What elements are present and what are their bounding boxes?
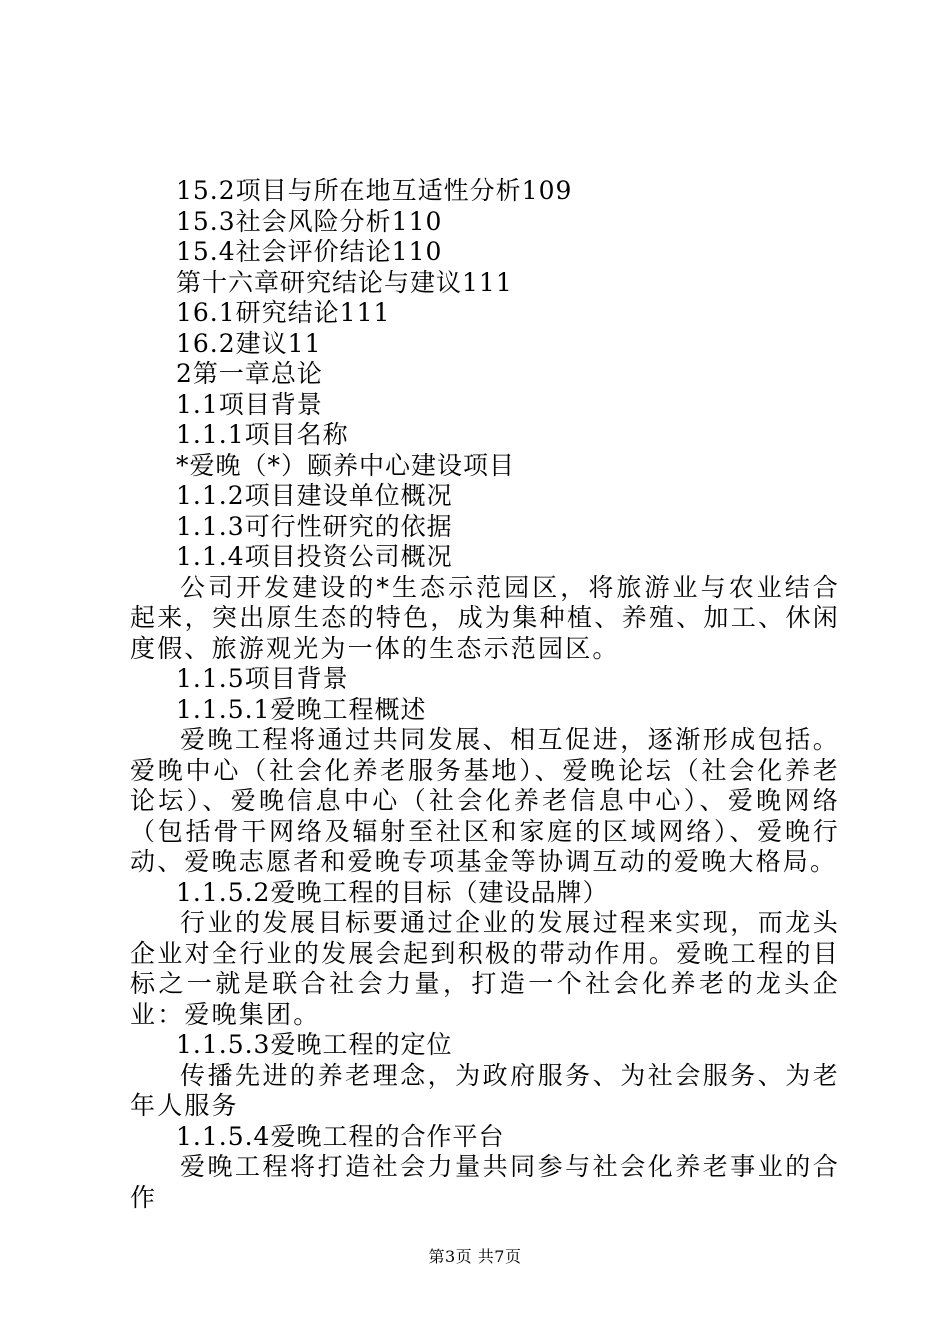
- page-number-footer: 第3页 共7页: [428, 1247, 522, 1266]
- toc-entry-15-3: 15.3社会风险分析110: [176, 206, 443, 236]
- section-1-1-5-heading: 1.1.5项目背景: [176, 664, 349, 693]
- section-1-1-3-heading: 1.1.3可行性研究的依据: [176, 511, 453, 541]
- section-1-1-5-1-heading: 1.1.5.1爱晚工程概述: [176, 694, 427, 724]
- section-1-1-heading: 1.1项目背景: [176, 389, 323, 419]
- toc-entry-16-1: 16.1研究结论111: [176, 298, 391, 327]
- toc-entry-15-4: 15.4社会评价结论110: [176, 237, 443, 266]
- section-1-1-2-heading: 1.1.2项目建设单位概况: [176, 481, 453, 510]
- project-name: *爱晚（*）颐养中心建设项目: [176, 450, 516, 480]
- project-overview-paragraph: 爱晚工程将通过共同发展、相互促进，逐渐形成包括。爱晚中心（社会化养老服务基地）、爱晚论坛（社会化养老论坛）、爱晚信息中心（社会化养老信息中心）、爱晚网络（包括骨干网络及辐射至社区和家庭的区域网络）、爱晚行动、爱晚志愿者和爱晚专项基金等协调互动的爱晚大格局。: [130, 725, 840, 876]
- company-overview-paragraph: 公司开发建设的*生态示范园区，将旅游业与农业结合起来，突出原生态的特色，成为集种植、养殖、加工、休闲度假、旅游观光为一体的生态示范园区。: [130, 572, 840, 663]
- document-body: [130, 176, 840, 1213]
- toc-entry-chapter-16: 第十六章研究结论与建议111: [176, 267, 513, 297]
- project-goal-paragraph: 行业的发展目标要通过企业的发展过程来实现，而龙头企业对全行业的发展会起到积极的带动作用。爱晚工程的目标之一就是联合社会力量，打造一个社会化养老的龙头企业：爱晚集团。: [130, 908, 840, 1029]
- section-1-1-5-3-heading: 1.1.5.3爱晚工程的定位: [176, 1030, 453, 1059]
- section-1-1-5-4-heading: 1.1.5.4爱晚工程的合作平台: [176, 1121, 505, 1151]
- section-1-1-5-2-heading: 1.1.5.2爱晚工程的目标（建设品牌）: [176, 877, 609, 907]
- cooperation-platform-paragraph: 爱晚工程将打造社会力量共同参与社会化养老事业的合作: [130, 1152, 840, 1212]
- project-positioning-paragraph: 传播先进的养老理念，为政府服务、为社会服务、为老年人服务: [130, 1060, 840, 1120]
- section-1-1-4-heading: 1.1.4项目投资公司概况: [176, 542, 453, 571]
- chapter-1-heading: 2第一章总论: [176, 359, 323, 388]
- section-1-1-1-heading: 1.1.1项目名称: [176, 420, 349, 449]
- toc-entry-16-2: 16.2建议11: [176, 328, 322, 358]
- toc-entry-15-2: 15.2项目与所在地互适性分析109: [176, 176, 573, 205]
